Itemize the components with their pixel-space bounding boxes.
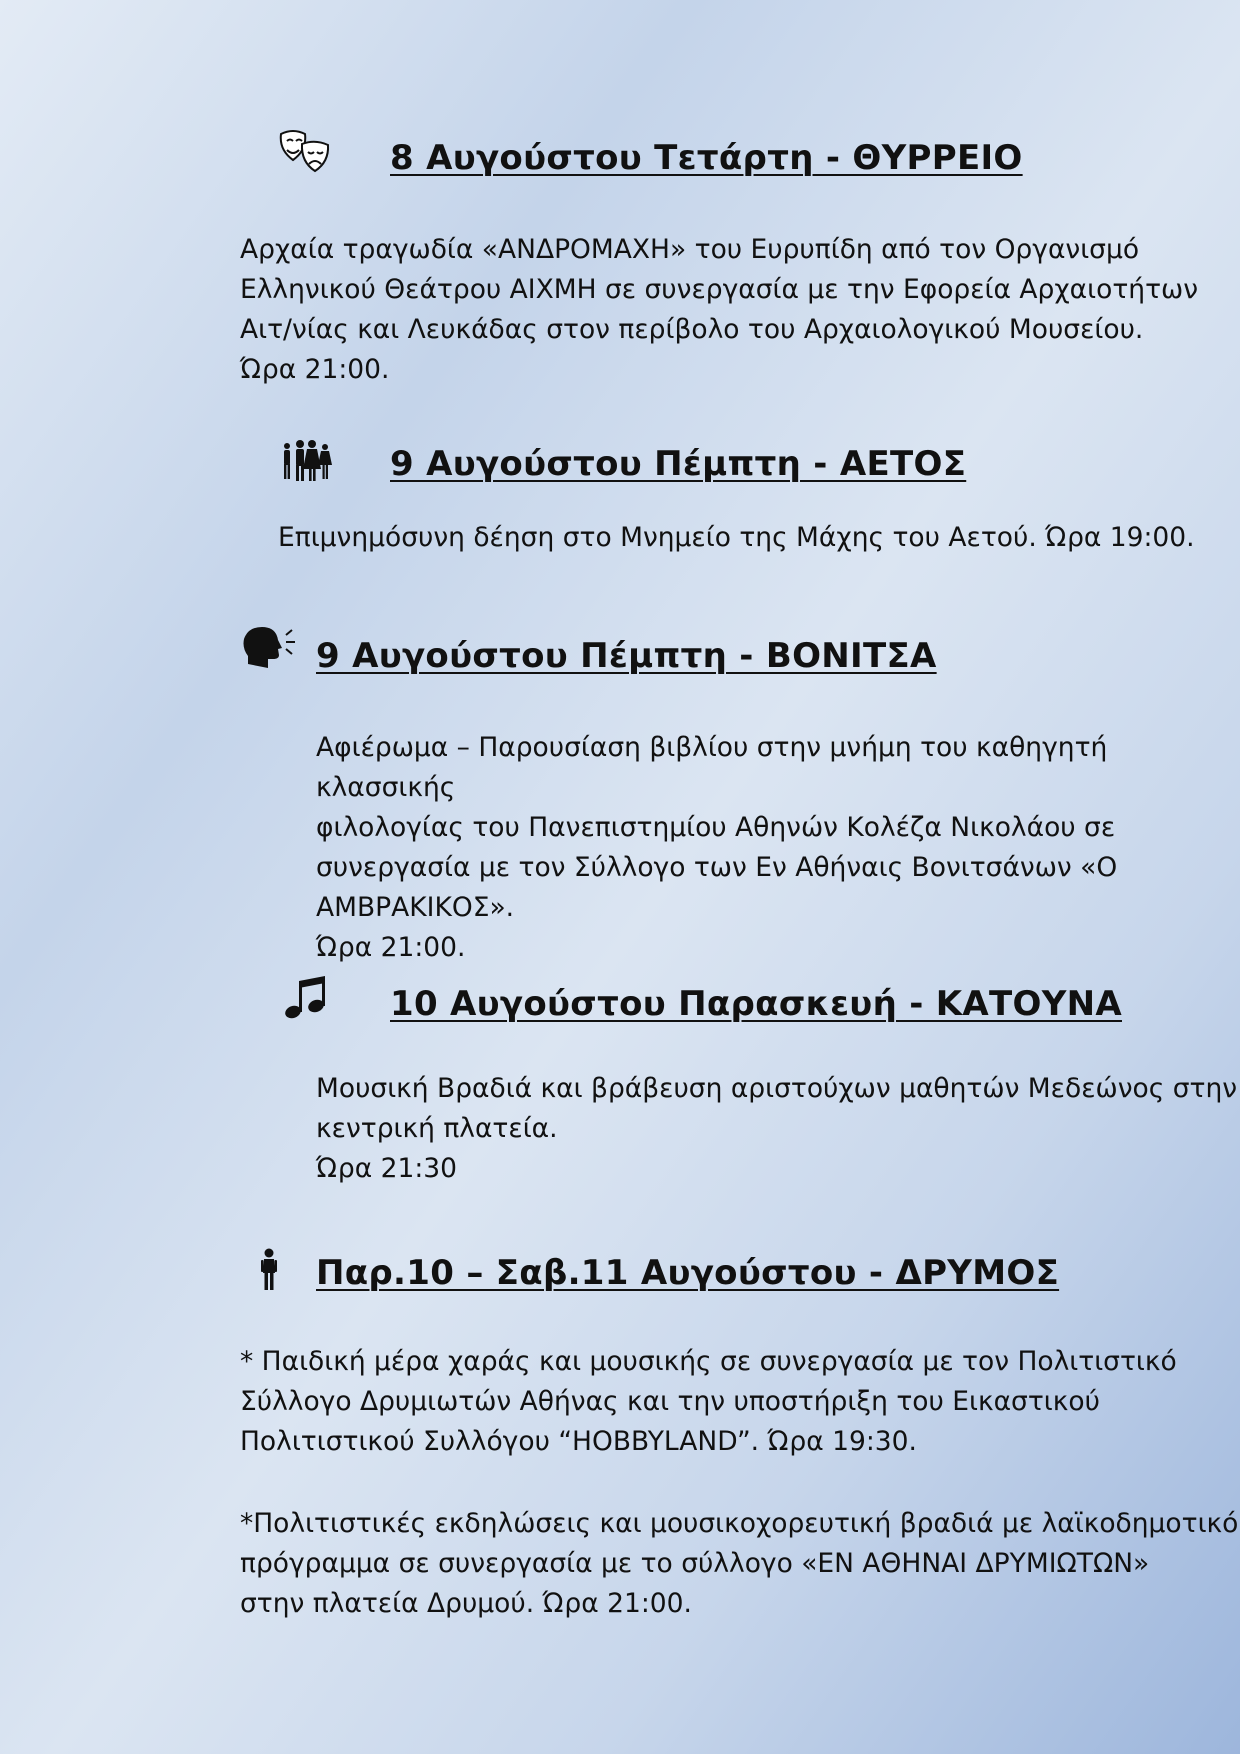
child-icon [260,1248,278,1296]
music-note-icon [284,975,328,1025]
description-line: Ώρα 21:00. [240,354,390,385]
description-line: στην πλατεία Δρυμού. Ώρα 21:00. [240,1588,692,1619]
event-description-drymos-1 [240,1342,1177,1462]
event-title-katouna: 10 Αυγούστου Παρασκευή - ΚΑΤΟΥΝΑ [390,984,1122,1024]
description-line: Επιμνημόσυνη δέηση στο Μνημείο της Μάχης του Αετού. Ώρα 19:00. [278,522,1195,553]
event-description-drymos-2 [240,1504,1238,1624]
description-line: Αφιέρωμα – Παρουσίαση βιβλίου στην μνήμη του καθηγητή κλασσικής [316,732,1108,803]
description-line: Αιτ/νίας και Λευκάδας στον περίβολο του Αρχαιολογικού Μουσείου. [240,314,1144,345]
event-title-aetos: 9 Αυγούστου Πέμπτη - ΑΕΤΟΣ [390,444,967,484]
family-icon [280,440,332,486]
description-line: Ελληνικού Θεάτρου ΑΙΧΜΗ σε συνεργασία με την Εφορεία Αρχαιοτήτων [240,274,1199,305]
event-title-thyrreio: 8 Αυγούστου Τετάρτη - ΘΥΡΡΕΙΟ [390,138,1023,178]
event-description-vonitsa [316,728,1240,968]
description-line: κεντρική πλατεία. [316,1113,558,1144]
description-line: *Πολιτιστικές εκδηλώσεις και μουσικοχορευτική βραδιά με λαϊκοδημοτικό [240,1508,1239,1539]
event-title-vonitsa: 9 Αυγούστου Πέμπτη - ΒΟΝΙΤΣΑ [316,636,937,676]
description-line: ΑΜΒΡΑΚΙΚΟΣ». [316,892,515,923]
speaking-head-icon [242,626,298,678]
event-description-thyrreio [240,230,1198,390]
description-line: * Παιδική μέρα χαράς και μουσικής σε συνεργασία με τον Πολιτιστικό [240,1346,1177,1377]
description-line: πρόγραμμα σε συνεργασία με το σύλλογο «ΕΝ ΑΘΗΝΑΙ ΔΡΥΜΙΩΤΩΝ» [240,1548,1150,1579]
description-line: Σύλλογο Δρυμιωτών Αθήνας και την υποστήριξη του Εικαστικού [240,1386,1100,1417]
event-title-drymos: Παρ.10 – Σαβ.11 Αυγούστου - ΔΡΥΜΟΣ [316,1253,1060,1293]
event-description-katouna [316,1069,1237,1189]
description-line: Αρχαία τραγωδία «ΑΝΔΡΟΜΑΧΗ» του Ευρυπίδη από τον Οργανισμό [240,234,1140,265]
description-line: Μουσική Βραδιά και βράβευση αριστούχων μαθητών Μεδεώνος στην [316,1073,1238,1104]
description-line: Ώρα 21:00. [316,932,466,963]
description-line: Πολιτιστικού Συλλόγου “HOBBYLAND”. Ώρα 19:30. [240,1426,917,1457]
description-line: φιλολογίας του Πανεπιστημίου Αθηνών Κολέζα Νικολάου σε [316,812,1116,843]
event-description-aetos [278,518,1195,558]
description-line: συνεργασία με τον Σύλλογο των Εν Αθήναις Βονιτσάνων «Ο [316,852,1118,883]
theater-masks-icon [278,128,334,182]
description-line: Ώρα 21:30 [316,1153,457,1184]
